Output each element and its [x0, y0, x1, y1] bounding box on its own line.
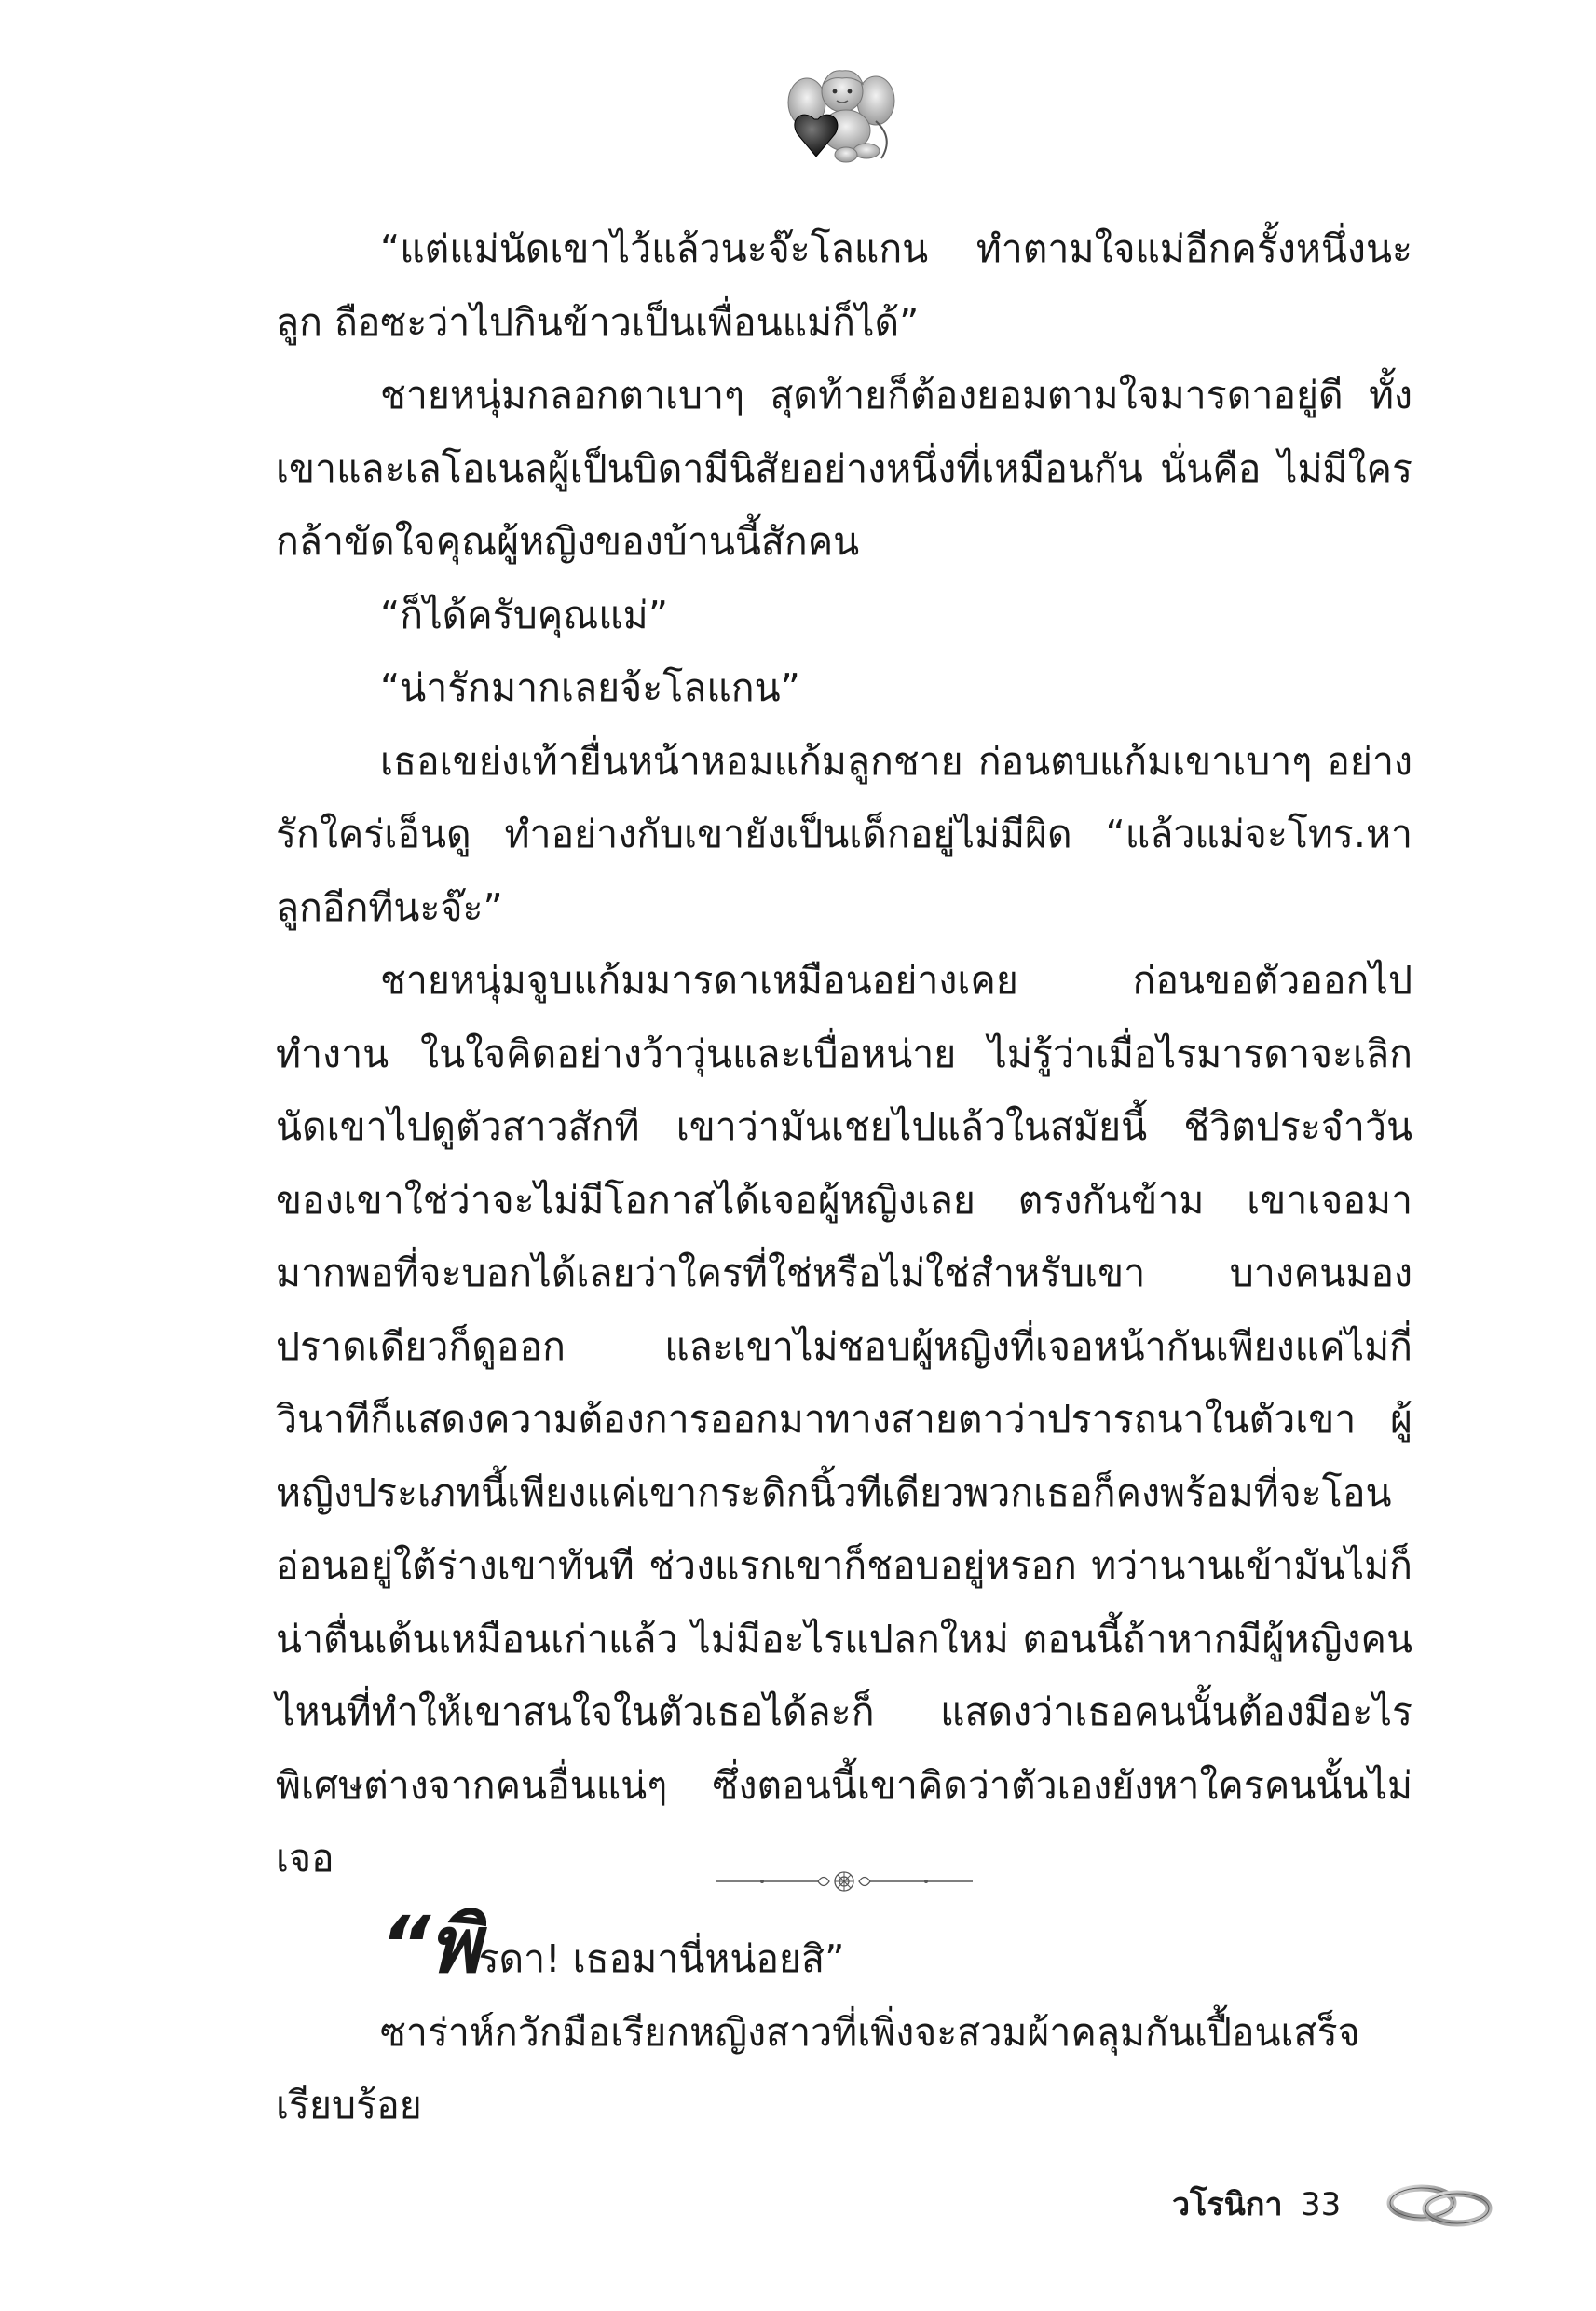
paragraph: ซาร่าห์กวักมือเรียกหญิงสาวที่เพิ่งจะสวมผ้าคลุมกันเปื้อนเสร็จเรียบร้อย	[276, 2009, 1360, 2127]
paragraph: “น่ารักมากเลยจ้ะโลแกน”	[380, 665, 800, 710]
paragraph: “แต่แม่นัดเขาไว้แล้วนะจ๊ะโลแกน ทำตามใจแม่อีกครั้งหนึ่งนะลูก ถือซะว่าไปกินข้าวเป็นเพื่อนแม่ก็ได้”	[276, 226, 1412, 345]
dropcap-paragraph	[276, 1899, 1412, 1996]
floral-divider-icon	[714, 1867, 975, 1895]
paragraph: เธอเขย่งเท้ายื่นหน้าหอมแก้มลูกชาย ก่อนตบแก้มเขาเบาๆ อย่างรักใคร่เอ็นดู ทำอย่างกับเขายังเป็นเด็กอยู่ไม่มีผิด “แล้วแม่จะโทร.หาลูกอีกทีนะจ๊ะ”	[276, 738, 1412, 930]
paragraph: “ก็ได้ครับคุณแม่”	[380, 592, 668, 637]
wedding-rings-icon	[1385, 2179, 1496, 2231]
cupid-heart-icon	[781, 65, 902, 168]
body-text	[276, 212, 1412, 1895]
paragraph: ชายหนุ่มกลอกตาเบาๆ สุดท้ายก็ต้องยอมตามใจมารดาอยู่ดี ทั้งเขาและเลโอเนลผู้เป็นบิดามีนิสัยอย่างหนึ่งที่เหมือนกัน นั่นคือ ไม่มีใครกล้าขัดใจคุณผู้หญิงของบ้านนี้สักคน	[276, 373, 1412, 564]
dropcap-line-rest: รดา! เธอมานี่หน่อยสิ”	[478, 1936, 845, 1981]
section-two	[276, 1899, 1412, 2142]
page-number: 33	[1301, 2186, 1342, 2223]
book-title: วโรนิกา	[1172, 2186, 1283, 2223]
paragraph: ชายหนุ่มจูบแก้มมารดาเหมือนอย่างเคย ก่อนขอตัวออกไปทำงาน ในใจคิดอย่างว้าวุ่นและเบื่อหน่าย ไม่รู้ว่าเมื่อไรมารดาจะเลิกนัดเขาไปดูตัวสาวสักที เขาว่ามันเชยไปแล้วในสมัยนี้ ชีวิตประจำวันของเขาใช่ว่าจะไม่มีโอกาสได้เจอผู้หญิงเลย ตรงกันข้าม เขาเจอมามากพอที่จะบอกได้เลยว่าใครที่ใช่หรือไม่ใช่สำหรับเขา บางคนมองปราดเดียวก็ดูออก และเขาไม่ชอบผู้หญิงที่เจอหน้ากันเพียงแค่ไม่กี่วินาทีก็แสดงความต้องการออกมาทางสายตาว่าปรารถนาในตัวเขา ผู้หญิงประเภทนี้เพียงแค่เขากระดิกนิ้วทีเดียวพวกเธอก็คงพร้อมที่จะโอนอ่อนอยู่ใต้ร่างเขาทันที ช่วงแรกเขาก็ชอบอยู่หรอก ทว่านานเข้ามันไม่ก็น่าตื่นเต้นเหมือนเก่าแล้ว ไม่มีอะไรแปลกใหม่ ตอนนี้ถ้าหากมีผู้หญิงคนไหนที่ทำให้เขาสนใจในตัวเธอได้ละก็ แสดงว่าเธอคนนั้นต้องมีอะไรพิเศษต่างจากคนอื่นแน่ๆ ซึ่งตอนนี้เขาคิดว่าตัวเองยังหาใครคนนั้นไม่เจอ	[276, 958, 1412, 1880]
drop-cap: “พิ	[380, 1899, 479, 1990]
